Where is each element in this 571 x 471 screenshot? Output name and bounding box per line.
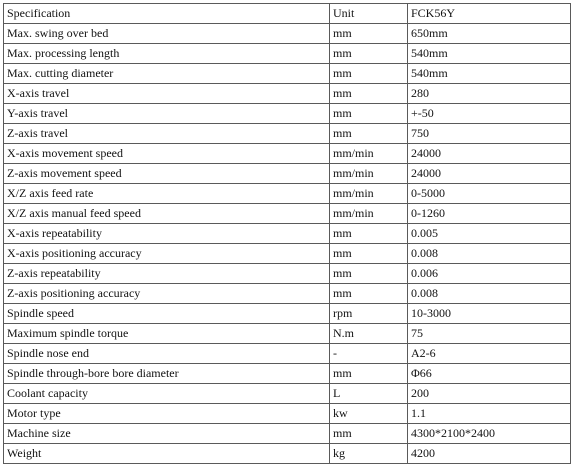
- value-cell: 75: [408, 324, 571, 344]
- spec-name-cell: Spindle speed: [4, 304, 330, 324]
- table-row: [4, 144, 571, 164]
- spec-name-cell: Max. swing over bed: [4, 24, 330, 44]
- spec-name-cell: Weight: [4, 444, 330, 464]
- value-cell: 0.006: [408, 264, 571, 284]
- unit-cell: mm: [330, 44, 408, 64]
- unit-cell: mm/min: [330, 184, 408, 204]
- spec-name-cell: Spindle nose end: [4, 344, 330, 364]
- table-body: [4, 24, 571, 464]
- table-row: [4, 24, 571, 44]
- value-cell: 650mm: [408, 24, 571, 44]
- spec-name-cell: Machine size: [4, 424, 330, 444]
- table-row: [4, 124, 571, 144]
- unit-cell: mm: [330, 124, 408, 144]
- table-row: [4, 184, 571, 204]
- table-row: [4, 84, 571, 104]
- table-row: [4, 344, 571, 364]
- spec-name-cell: Z-axis travel: [4, 124, 330, 144]
- header-model: FCK56Y: [408, 4, 571, 24]
- value-cell: 280: [408, 84, 571, 104]
- table-row: [4, 444, 571, 464]
- spec-name-cell: X/Z axis manual feed speed: [4, 204, 330, 224]
- unit-cell: mm/min: [330, 164, 408, 184]
- spec-name-cell: X/Z axis feed rate: [4, 184, 330, 204]
- value-cell: 24000: [408, 144, 571, 164]
- table-row: [4, 364, 571, 384]
- value-cell: 24000: [408, 164, 571, 184]
- unit-cell: L: [330, 384, 408, 404]
- table-row: [4, 384, 571, 404]
- value-cell: 4300*2100*2400: [408, 424, 571, 444]
- table-row: [4, 64, 571, 84]
- table-row: [4, 164, 571, 184]
- unit-cell: kw: [330, 404, 408, 424]
- table-row: [4, 244, 571, 264]
- spec-name-cell: X-axis travel: [4, 84, 330, 104]
- table-row: [4, 204, 571, 224]
- unit-cell: mm: [330, 424, 408, 444]
- table-row: [4, 284, 571, 304]
- spec-name-cell: Y-axis travel: [4, 104, 330, 124]
- spec-name-cell: Z-axis repeatability: [4, 264, 330, 284]
- unit-cell: mm: [330, 244, 408, 264]
- value-cell: +-50: [408, 104, 571, 124]
- unit-cell: mm: [330, 364, 408, 384]
- unit-cell: mm: [330, 264, 408, 284]
- unit-cell: -: [330, 344, 408, 364]
- spec-name-cell: X-axis movement speed: [4, 144, 330, 164]
- spec-name-cell: Motor type: [4, 404, 330, 424]
- value-cell: 540mm: [408, 64, 571, 84]
- spec-name-cell: Z-axis movement speed: [4, 164, 330, 184]
- table-row: [4, 304, 571, 324]
- spec-name-cell: Z-axis positioning accuracy: [4, 284, 330, 304]
- table-row: [4, 224, 571, 244]
- spec-name-cell: Maximum spindle torque: [4, 324, 330, 344]
- value-cell: 200: [408, 384, 571, 404]
- unit-cell: mm: [330, 284, 408, 304]
- table-row: [4, 264, 571, 284]
- unit-cell: mm/min: [330, 144, 408, 164]
- header-unit: Unit: [330, 4, 408, 24]
- unit-cell: mm: [330, 104, 408, 124]
- value-cell: 0-1260: [408, 204, 571, 224]
- table-row: [4, 404, 571, 424]
- table-row: [4, 424, 571, 444]
- value-cell: 540mm: [408, 44, 571, 64]
- unit-cell: rpm: [330, 304, 408, 324]
- table-row: [4, 44, 571, 64]
- header-row: [4, 4, 571, 24]
- unit-cell: kg: [330, 444, 408, 464]
- value-cell: 750: [408, 124, 571, 144]
- value-cell: 1.1: [408, 404, 571, 424]
- table-row: [4, 104, 571, 124]
- unit-cell: mm/min: [330, 204, 408, 224]
- value-cell: 4200: [408, 444, 571, 464]
- value-cell: 0.005: [408, 224, 571, 244]
- value-cell: A2-6: [408, 344, 571, 364]
- spec-table: [3, 3, 571, 464]
- spec-name-cell: Max. processing length: [4, 44, 330, 64]
- value-cell: 10-3000: [408, 304, 571, 324]
- unit-cell: mm: [330, 64, 408, 84]
- value-cell: 0.008: [408, 244, 571, 264]
- table-row: [4, 324, 571, 344]
- spec-name-cell: Coolant capacity: [4, 384, 330, 404]
- spec-name-cell: X-axis positioning accuracy: [4, 244, 330, 264]
- spec-name-cell: X-axis repeatability: [4, 224, 330, 244]
- unit-cell: mm: [330, 84, 408, 104]
- header-specification: Specification: [4, 4, 330, 24]
- spec-name-cell: Max. cutting diameter: [4, 64, 330, 84]
- value-cell: 0-5000: [408, 184, 571, 204]
- unit-cell: N.m: [330, 324, 408, 344]
- unit-cell: mm: [330, 224, 408, 244]
- spec-name-cell: Spindle through-bore bore diameter: [4, 364, 330, 384]
- value-cell: 0.008: [408, 284, 571, 304]
- unit-cell: mm: [330, 24, 408, 44]
- value-cell: Φ66: [408, 364, 571, 384]
